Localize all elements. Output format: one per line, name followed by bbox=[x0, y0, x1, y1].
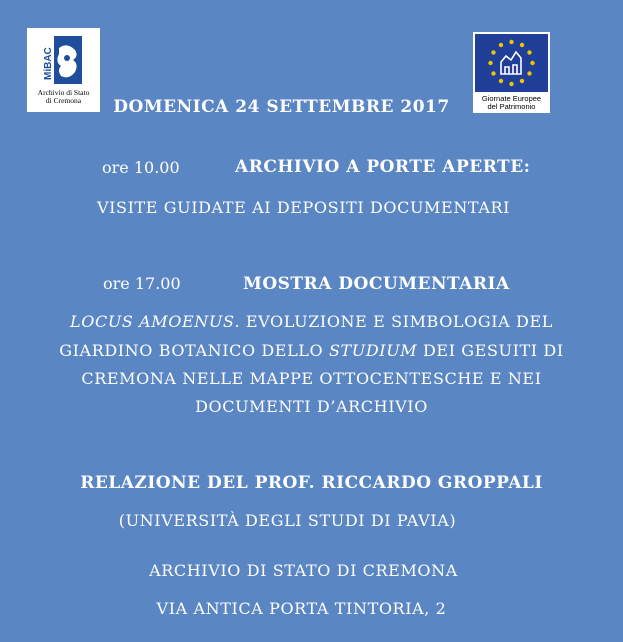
second-title: MOSTRA DOCUMENTARIA bbox=[243, 274, 510, 294]
archivio-logo-caption-2: di Cremona bbox=[45, 96, 82, 105]
exhibit-line-2 bbox=[0, 341, 623, 360]
exhibit-line-2-pre: GIARDINO BOTANICO DELLO bbox=[59, 341, 329, 360]
exhibit-line-1 bbox=[0, 312, 623, 331]
event-date: DOMENICA 24 SETTEMBRE 2017 bbox=[113, 97, 450, 117]
exhibit-line-3: CREMONA NELLE MAPPE OTTOCENTESCHE E NEI bbox=[81, 369, 542, 388]
first-title: ARCHIVIO A PORTE APERTE: bbox=[235, 157, 531, 177]
archivio-logo-caption-1: Archivio di Stato bbox=[37, 88, 90, 97]
eu-stars-icon bbox=[475, 34, 548, 92]
exhibit-title-italic: LOCUS AMOENUS bbox=[70, 312, 235, 331]
talk-title: RELAZIONE DEL PROF. RICCARDO GROPPALI bbox=[80, 473, 543, 493]
talk-affiliation: (UNIVERSITÀ DEGLI STUDI DI PAVIA) bbox=[118, 511, 457, 530]
exhibit-line-4: DOCUMENTI D’ARCHIVIO bbox=[195, 397, 428, 416]
venue-address: VIA ANTICA PORTA TINTORIA, 2 bbox=[156, 599, 447, 618]
mibac-emblem-icon bbox=[43, 34, 83, 86]
giornate-caption-1: Giornate Europee bbox=[481, 94, 542, 103]
first-subtitle: VISITE GUIDATE AI DEPOSITI DOCUMENTARI bbox=[96, 198, 511, 217]
first-time: ore 10.00 bbox=[102, 158, 180, 177]
exhibit-line-1-rest: . EVOLUZIONE E SIMBOLOGIA DEL bbox=[234, 312, 553, 331]
giornate-caption-2: del Patrimonio bbox=[487, 102, 536, 111]
mibac-mark-text: MiBAC bbox=[43, 47, 54, 80]
exhibit-studium-italic: STUDIUM bbox=[328, 341, 418, 360]
second-time: ore 17.00 bbox=[103, 274, 181, 293]
venue-name: ARCHIVIO DI STATO DI CREMONA bbox=[149, 561, 458, 580]
exhibit-line-2-post: DEI GESUITI DI bbox=[417, 341, 564, 360]
